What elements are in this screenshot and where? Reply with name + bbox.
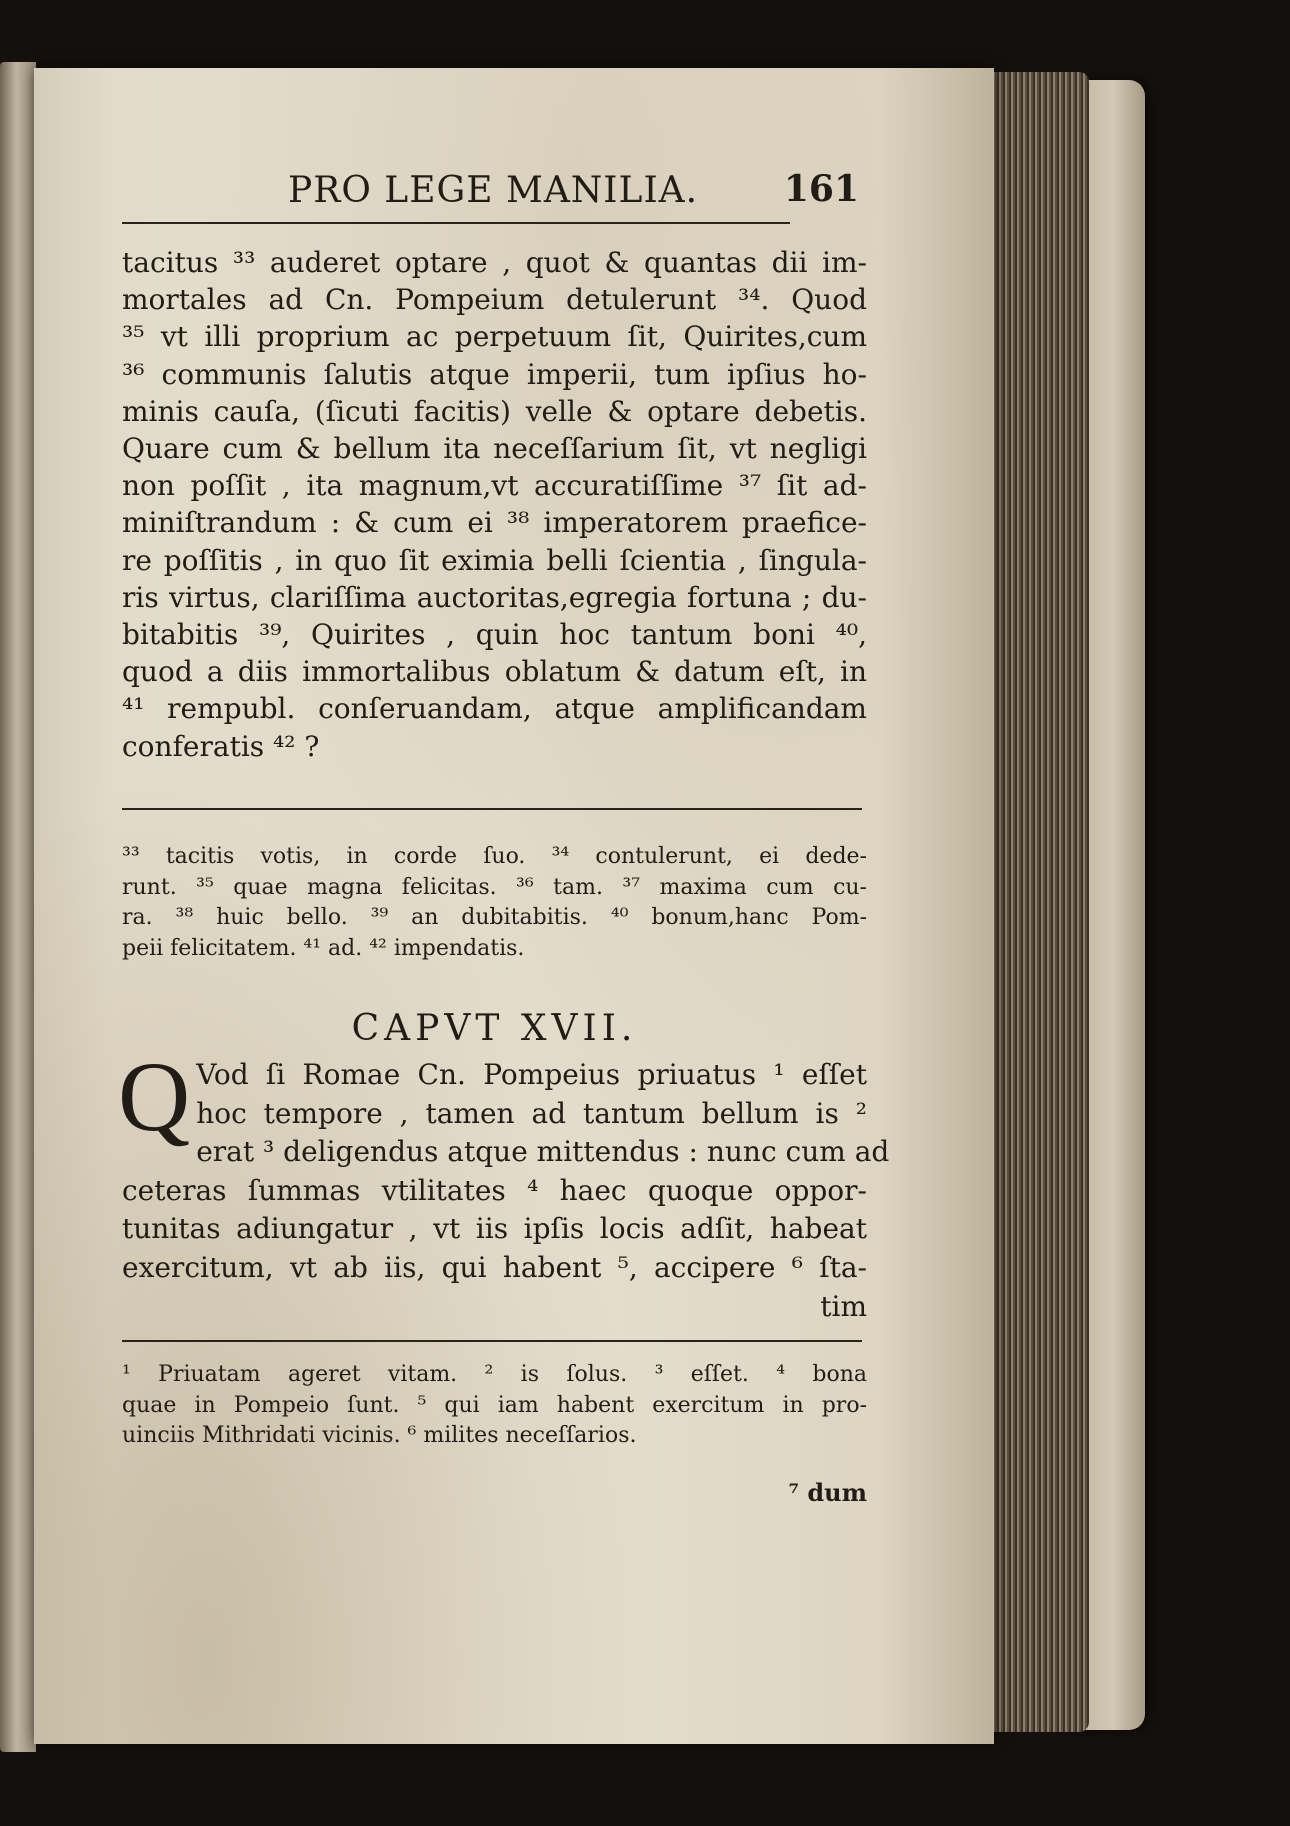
text-line: non poſſit , ita magnum,vt accuratiſſime ³⁷ ſit ad- [122,469,867,503]
text-line: minis cauſa, (ſicuti facitis) velle & optare debetis. [122,394,867,428]
text-line: exercitum, vt ab iis, qui habent ⁵, accipere ⁶ ſta- [122,1250,867,1284]
footnotes-1 [122,842,867,964]
text-line: ra. ³⁸ huic bello. ³⁹ an dubitabitis. ⁴⁰ bonum,hanc Pom- [122,905,867,930]
text-line: hoc tempore , tamen ad tantum bellum is ² [196,1096,867,1130]
text-line: Vod ſi Romae Cn. Pompeius priuatus ¹ eſſet [196,1058,867,1091]
text-line: quod a diis immortalibus oblatum & datum eſt, in [122,655,867,689]
footnote-rule-2 [122,1340,862,1342]
text-line: re poſſitis , in quo ſit eximia belli ſcientia , ſingula- [122,543,867,577]
text-line: mortales ad Cn. Pompeium detulerunt ³⁴. Quod [122,283,867,317]
text-line: uinciis Mithridati vicinis. ⁶ milites neceſſarios. [122,1423,637,1448]
facing-page-edge [0,62,36,1752]
text-line: ³³ tacitis votis, in corde ſuo. ³⁴ contulerunt, ei dede- [122,844,867,869]
head-rule [122,222,790,224]
page-stack-edge [985,72,1089,1732]
text-line: miniſtrandum : & cum ei ³⁸ imperatorem praefice- [122,506,867,540]
text-line: runt. ³⁵ quae magna felicitas. ³⁶ tam. ³⁷ maxima cum cu- [122,874,867,900]
running-head [122,160,867,212]
footnote-rule-1 [122,808,862,810]
text-line: ceteras ſummas vtilitates ⁴ haec quoque oppor- [122,1173,867,1207]
chapter-heading: CAPVT XVII. [351,1008,638,1049]
text-line: conferatis ⁴² ? [122,729,320,763]
text-line: ³⁶ communis ſalutis atque imperii, tum ipſius ho- [122,357,867,391]
chapter-lines [122,1056,890,1326]
text-line: peii felicitatem. ⁴¹ ad. ⁴² impendatis. [122,935,525,961]
footnotes-2 [122,1360,867,1452]
text-line: erat ³ deligendus atque mittendus : nunc cum ad [196,1135,890,1169]
text-line: ³⁵ vt illi proprium ac perpetuum ſit, Quirites,cum [122,320,867,354]
text-line: Quare cum & bellum ita neceſſarium ſit, vt negligi [122,432,867,466]
text-line: bitabitis ³⁹, Quirites , quin hoc tantum boni ⁴⁰, [122,618,867,652]
text-line: quae in Pompeio ſunt. ⁵ qui iam habent exercitum in pro- [122,1392,867,1418]
body-paragraph [122,244,867,765]
catchword: ⁷ dum [788,1478,867,1507]
book-page [34,68,994,1744]
text-line: ris virtus, clariſſima auctoritas,egregia fortuna ; du- [122,580,867,614]
page-number: 161 [783,168,859,210]
text-line: tunitas adiungatur , vt iis ipſis locis adſit, habeat [122,1212,867,1246]
text-line: ⁴¹ rempubl. conſeruandam, atque amplificandam [122,692,867,726]
text-block [118,160,890,1507]
text-line: ¹ Priuatam ageret vitam. ² is ſolus. ³ eſſet. ⁴ bona [122,1362,867,1387]
chapter-paragraph [118,1041,890,1326]
running-title: PRO LEGE MANILIA. [288,170,699,211]
drop-capital: Q [118,1041,191,1152]
text-line: tim [820,1289,867,1323]
text-line: tacitus ³³ auderet optare , quot & quantas dii im- [122,246,867,279]
